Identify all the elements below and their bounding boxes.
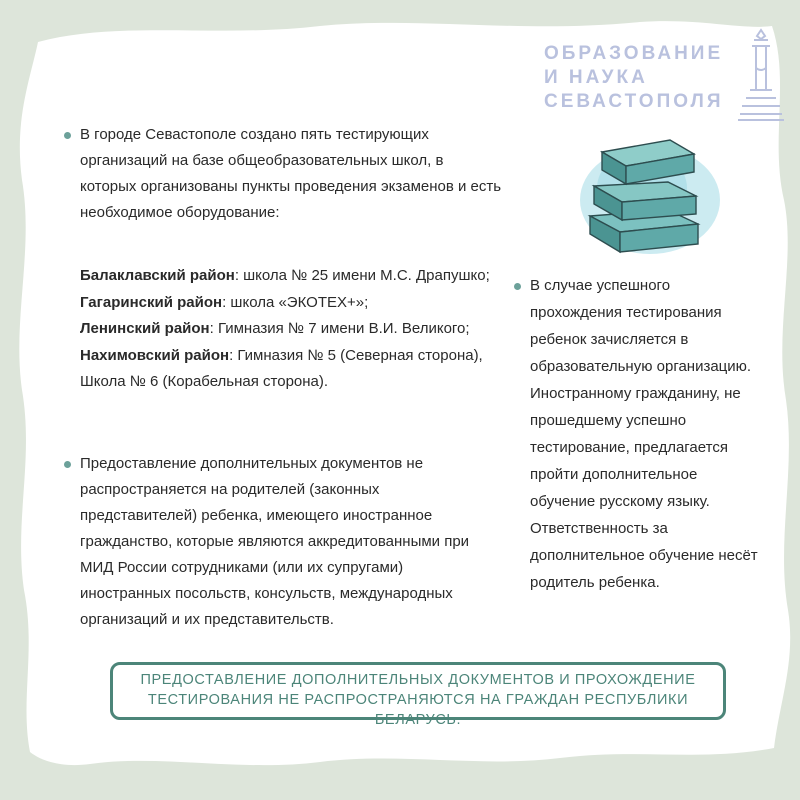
brand-logo [540, 38, 780, 128]
district-school: : школа № 25 имени М.С. Драпушко; [234, 267, 490, 284]
notice-banner [110, 662, 726, 728]
brand-logo-text: ОБРАЗОВАНИЕ И НАУКА СЕВАСТОПОЛЯ [544, 43, 724, 112]
bullet-icon [514, 283, 521, 290]
bullet-icon [64, 132, 71, 139]
district-name: Гагаринский район [80, 293, 223, 311]
district-name: Ленинский район [80, 320, 210, 337]
testing-result-paragraph: В случае успешного прохождения тестирования ребенок зачисляется в образовательную организацию. Иностранному гражданину, не прошедшему успешно тестирование, предлагается пройти дополнительное обучение русскому языку. Ответственность за дополнительное обучение несёт родитель ребенка. [530, 277, 758, 591]
district-item [80, 290, 510, 317]
district-item [80, 263, 510, 290]
exemption-paragraph: Предоставление дополнительных документов не распространяется на родителей (законных представителей) ребенка, имеющего иностранное гражданство, которые являются аккредитованными при МИД России сотрудниками (или их супругами) иностранных посольств, консульств, международных организаций и их представительств. [80, 455, 470, 628]
bullet-icon [64, 461, 71, 468]
notice-banner-text: ПРЕДОСТАВЛЕНИЕ ДОПОЛНИТЕЛЬНЫХ ДОКУМЕНТОВ И ПРОХОЖДЕНИЕ ТЕСТИРОВАНИЯ НЕ РАСПРОСТРАНЯЮТСЯ НА ГРАЖДАН РЕСПУБЛИКИ БЕЛАРУСЬ. [140, 672, 696, 728]
district-item-continuation: Школа № 6 (Корабельная сторона). [80, 373, 329, 390]
district-name: Балаклавский район [80, 267, 235, 284]
intro-paragraph: В городе Севастополе создано пять тестирующих организаций на базе общеобразовательных школ, в которых организованы пункты проведения экзаменов и есть необходимое оборудование: [80, 126, 502, 221]
district-item [80, 316, 510, 343]
district-school: : Гимназия № 5 (Северная сторона), [229, 346, 483, 364]
district-name: Нахимовский район [80, 346, 230, 364]
district-school: : Гимназия № 7 имени В.И. Великого; [209, 320, 470, 337]
monument-icon [736, 28, 786, 128]
districts-list [80, 263, 510, 396]
books-stack-icon [572, 128, 722, 258]
district-school: : школа «ЭКОТЕХ+»; [222, 293, 369, 311]
district-item [80, 343, 510, 370]
